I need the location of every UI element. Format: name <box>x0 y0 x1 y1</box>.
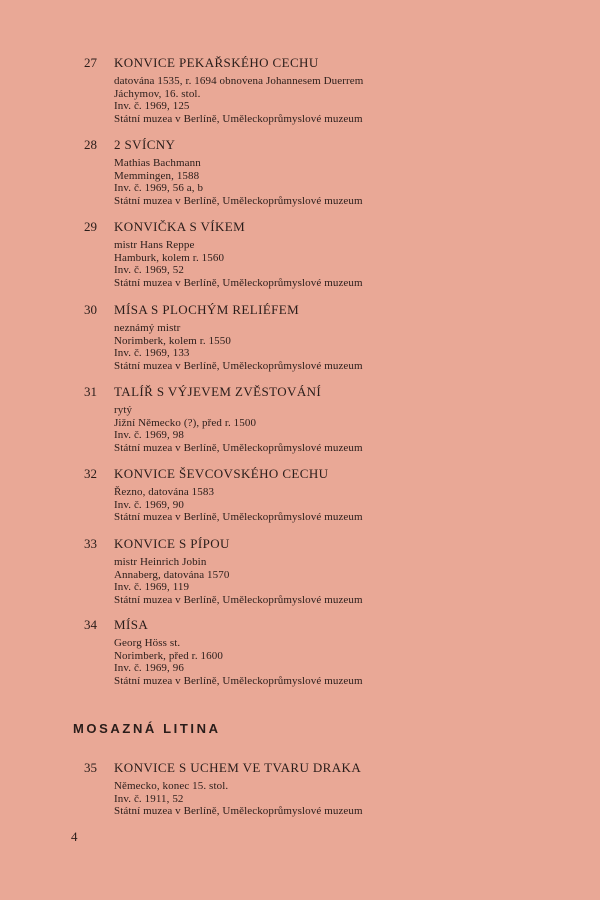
entry-line: Inv. č. 1969, 96 <box>114 662 184 674</box>
entry-details <box>114 637 363 687</box>
entry-line: Řezno, datována 1583 <box>114 486 215 498</box>
entry-details <box>114 556 363 606</box>
entry-line: Jižní Německo (?), před r. 1500 <box>114 416 257 429</box>
entry-number: 35 <box>84 760 97 775</box>
entry-details <box>114 322 363 372</box>
section-heading: MOSAZNÁ LITINA <box>73 721 221 736</box>
entry-number: 31 <box>84 384 97 399</box>
entry-title: MÍSA S PLOCHÝM RELIÉFEM <box>114 302 300 317</box>
entry-line: Inv. č. 1969, 52 <box>114 264 184 276</box>
entry-line: Státní muzea v Berlíně, Uměleckoprůmyslové muzeum <box>114 112 363 125</box>
entry-title: KONVICE S PÍPOU <box>114 536 230 551</box>
entry-line: rytý <box>114 404 133 416</box>
entry-line: Státní muzea v Berlíně, Uměleckoprůmyslové muzeum <box>114 194 363 207</box>
entry-title: TALÍŘ S VÝJEVEM ZVĚSTOVÁNÍ <box>114 384 322 399</box>
entry-line: mistr Hans Reppe <box>114 239 195 251</box>
entry-line: Memmingen, 1588 <box>114 169 200 182</box>
entry-line: Státní muzea v Berlíně, Uměleckoprůmyslové muzeum <box>114 359 363 372</box>
entry-details <box>114 780 363 818</box>
entry-line: Státní muzea v Berlíně, Uměleckoprůmyslové muzeum <box>114 441 363 454</box>
entry-details <box>114 75 363 125</box>
entry-line: Norimberk, kolem r. 1550 <box>114 334 231 347</box>
entry-title: KONVIČKA S VÍKEM <box>114 219 246 234</box>
entry-line: Inv. č. 1969, 125 <box>114 100 190 112</box>
entry-line: Mathias Bachmann <box>114 157 201 169</box>
entry-line: Hamburk, kolem r. 1560 <box>114 251 225 264</box>
entry-line: Státní muzea v Berlíně, Uměleckoprůmyslové muzeum <box>114 674 363 687</box>
entry-number: 28 <box>84 137 97 152</box>
entry-line: Státní muzea v Berlíně, Uměleckoprůmyslové muzeum <box>114 805 363 817</box>
entry-line: mistr Heinrich Jobin <box>114 556 207 568</box>
entry-number: 29 <box>84 219 97 234</box>
entry-line: Inv. č. 1969, 119 <box>114 581 190 593</box>
entry-line: Německo, konec 15. stol. <box>114 780 229 792</box>
entry-details <box>114 239 363 289</box>
entry-line: Inv. č. 1969, 56 a, b <box>114 182 204 194</box>
entry-line: Inv. č. 1911, 52 <box>114 792 184 805</box>
entry-title: KONVICE S UCHEM VE TVARU DRAKA <box>114 760 362 775</box>
entry-title: KONVICE PEKAŘSKÉHO CECHU <box>114 55 319 70</box>
entry-line: neznámý mistr <box>114 322 181 334</box>
entry-line: Inv. č. 1969, 90 <box>114 498 184 511</box>
entry-number: 30 <box>84 302 97 317</box>
entry-details <box>114 157 363 207</box>
entry-details <box>114 404 363 454</box>
entry-title: KONVICE ŠEVCOVSKÉHO CECHU <box>114 466 329 481</box>
entry-line: Inv. č. 1969, 98 <box>114 429 184 441</box>
entry-line: Annaberg, datována 1570 <box>114 568 230 581</box>
entry-line: Norimberk, před r. 1600 <box>114 649 223 662</box>
entry-number: 34 <box>84 617 97 632</box>
entry-title: 2 SVÍCNY <box>114 137 176 152</box>
entry-line: Státní muzea v Berlíně, Uměleckoprůmyslové muzeum <box>114 511 363 523</box>
entry-details <box>114 486 363 524</box>
page-number: 4 <box>71 829 78 844</box>
entry-number: 33 <box>84 536 97 551</box>
entry-line: Jáchymov, 16. stol. <box>114 87 201 100</box>
entry-line: Inv. č. 1969, 133 <box>114 347 190 359</box>
entry-line: Státní muzea v Berlíně, Uměleckoprůmyslové muzeum <box>114 593 363 606</box>
entry-title: MÍSA <box>114 617 149 632</box>
entry-line: Georg Höss st. <box>114 637 181 649</box>
entry-line: Státní muzea v Berlíně, Uměleckoprůmyslové muzeum <box>114 276 363 289</box>
entry-number: 32 <box>84 466 97 481</box>
entry-line: datována 1535, r. 1694 obnovena Johannesem Duerrem <box>114 75 364 87</box>
entry-number: 27 <box>84 55 97 70</box>
